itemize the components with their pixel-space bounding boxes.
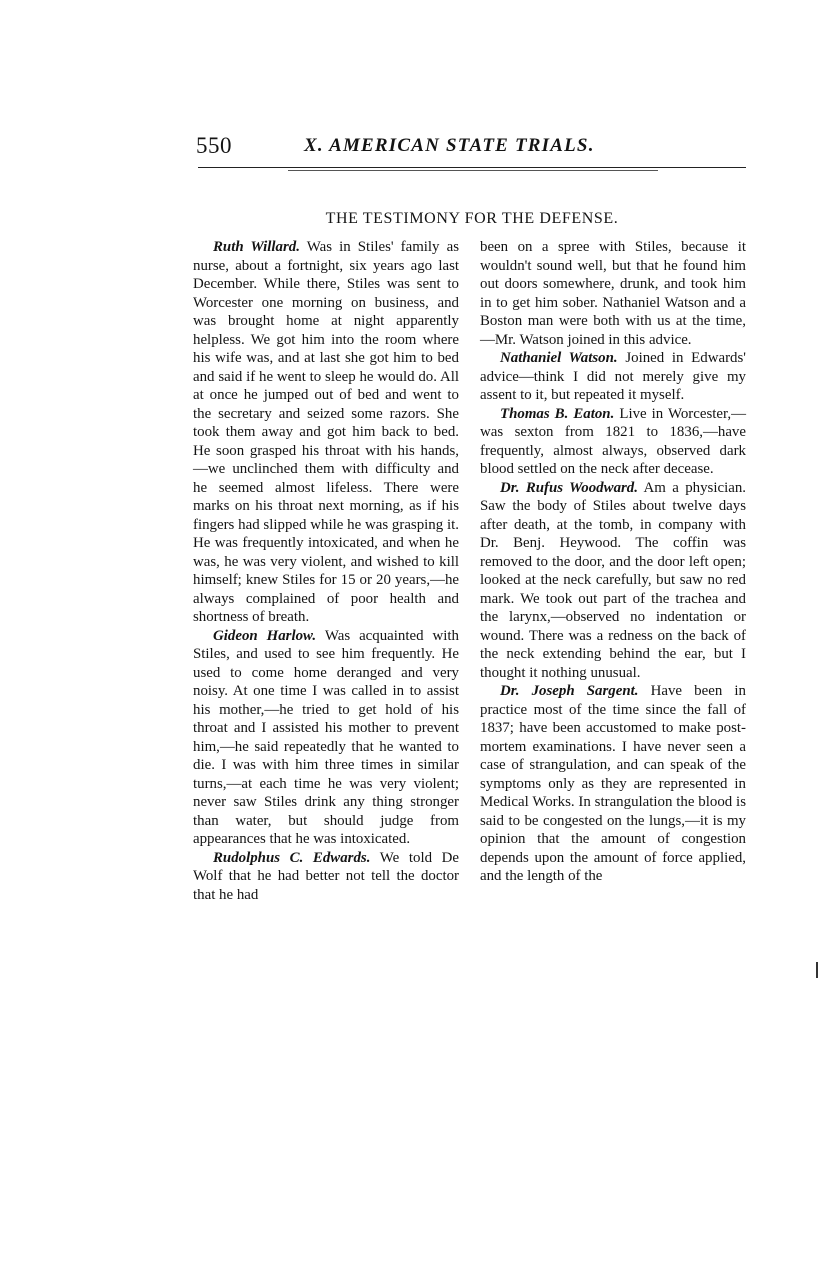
testimony-paragraph bbox=[480, 682, 746, 886]
left-column bbox=[193, 238, 459, 904]
witness-name: Nathaniel Watson. bbox=[500, 350, 618, 366]
testimony-paragraph bbox=[480, 405, 746, 479]
testimony-text: Have been in practice most of the time since the fall of 1837; have been accustomed to make post-mortem examinations. I have never seen a case of strangulation, and can speak of the symptoms only as they are represented in Medical Works. In strangulation the blood is said to be congested on the lungs,—it is my opinion that the amount of congestion depends upon the amount of force applied, and the length of the bbox=[480, 683, 746, 884]
testimony-paragraph bbox=[193, 627, 459, 849]
testimony-text: Am a physician. Saw the body of Stiles about twelve days after death, at the tomb, in company with Dr. Benj. Heywood. The coffin was removed to the door, and the door left open; looked at the neck carefully, but saw no red mark. We took out part of the trachea and the larynx,—observed no indentation or wound. There was a redness on the back of the neck extending behind the ear, but I thought it nothing unusual. bbox=[480, 479, 747, 681]
section-title: THE TESTIMONY FOR THE DEFENSE. bbox=[325, 210, 619, 227]
testimony-continuation bbox=[480, 238, 746, 349]
margin-mark bbox=[816, 962, 818, 978]
testimony-text: been on a spree with Stiles, because it wouldn't sound well, but that he found him out doors somewhere, drunk, and took him in to get him sober. Nathaniel Watson and a Boston man were both with us at the time,—Mr. Watson joined in this advice. bbox=[480, 239, 746, 348]
witness-name: Dr. Joseph Sargent. bbox=[500, 683, 639, 699]
testimony-text: Was in Stiles' family as nurse, about a fortnight, six years ago last December. While there, Stiles was sent to Worcester one morning on business, and was brought home at night apparently helpless. We got him into the room where his wife was, and at last she got him to bed and said if he went to sleep he would do. All at once he jumped out of bed and went to the secretary and seized some razors. She took them away and got him back to bed. He soon grasped his throat with his hands,—we unclinched them with difficulty and he seemed almost lifeless. There were marks on his throat next morning, as if his fingers had slipped while he was grasping it. He was frequently intoxicated, and when he was, he was very violent, and wished to kill himself; knew Stiles for 15 or 20 years,—he always complained of poor health and shortness of breath. bbox=[193, 239, 459, 625]
running-title: X. AMERICAN STATE TRIALS. bbox=[304, 135, 595, 156]
page-header bbox=[196, 133, 748, 163]
header-rule bbox=[198, 167, 746, 168]
right-column bbox=[480, 238, 746, 886]
testimony-paragraph bbox=[193, 238, 459, 627]
testimony-text: Live in Worcester,—was sexton from 1821 to 1836,—have frequently, almost always, observed dark blood settled on the neck after decease. bbox=[480, 405, 746, 477]
testimony-paragraph bbox=[193, 849, 459, 905]
header-rule-thin bbox=[288, 170, 658, 171]
witness-name: Thomas B. Eaton. bbox=[500, 405, 615, 422]
witness-name: Dr. Rufus Woodward. bbox=[500, 479, 638, 496]
testimony-text: Was acquainted with Stiles, and used to see him frequently. He used to come home deranged and very noisy. At one time I was called in to assist his mother,—he tried to get hold of his throat and I assisted his mother to prevent him,—he said repeatedly that he wanted to die. I was with him three times in similar turns,—at each time he was very violent; never saw Stiles drink any thing stronger than water, but should judge from appearances that he was intoxicated. bbox=[193, 627, 459, 847]
witness-name: Gideon Harlow. bbox=[213, 627, 317, 644]
testimony-text: We told De Wolf that he had better not tell the doctor that he had bbox=[193, 849, 459, 903]
testimony-paragraph bbox=[480, 479, 746, 683]
testimony-paragraph bbox=[480, 349, 746, 405]
page-number: 550 bbox=[196, 133, 232, 158]
witness-name: Ruth Willard. bbox=[213, 239, 300, 255]
witness-name: Rudolphus C. Edwards. bbox=[213, 849, 371, 866]
testimony-text: Joined in Edwards' advice—think I did not merely give my assent to it, but repeated it myself. bbox=[480, 350, 746, 403]
